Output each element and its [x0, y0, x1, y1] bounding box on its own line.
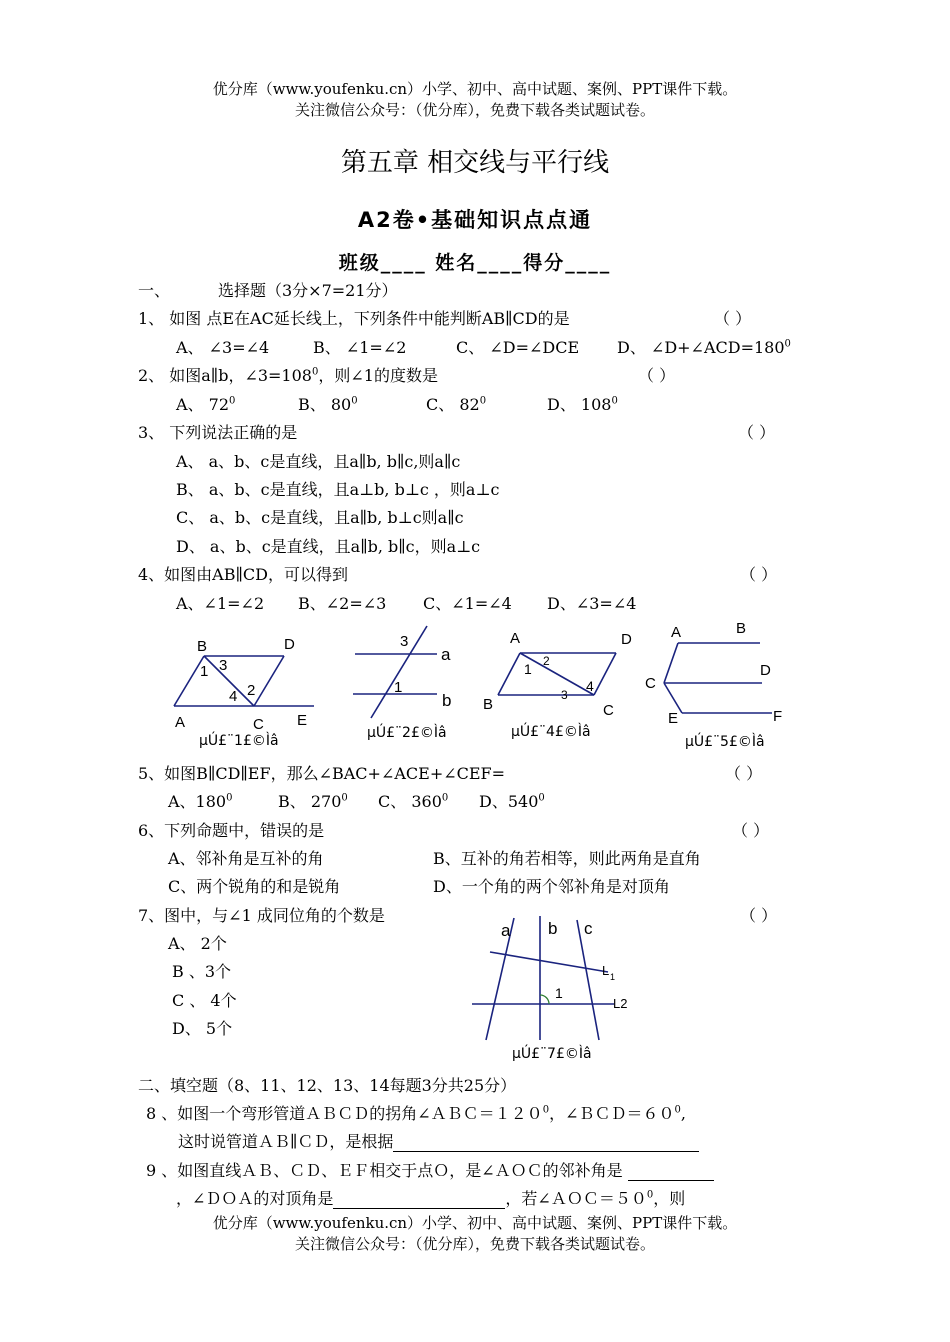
fig5-label-b: B	[736, 620, 747, 637]
q4-option-a: A、∠1=∠2	[176, 594, 265, 613]
fig1-label-4: 4	[229, 688, 238, 705]
chapter-title: 第五章 相交线与平行线	[340, 148, 610, 178]
fig5-label-e: E	[668, 710, 679, 727]
figure-1-caption: µÚ£¨1£©Ìâ	[199, 733, 279, 749]
fig4-label-c: C	[603, 702, 614, 719]
fig4-label-1: 1	[524, 661, 532, 677]
q7-option-b: B 、3个	[172, 962, 232, 981]
fig4-label-3: 3	[561, 688, 568, 702]
footer-line-2: 关注微信公众号：（优分库），免费下载各类试题试卷。	[294, 1235, 655, 1253]
fig7-label-a: a	[501, 921, 511, 940]
figure-4-diagram	[480, 625, 640, 725]
q6-option-c: C、两个锐角的和是锐角	[168, 877, 341, 896]
fig4-label-a: A	[510, 630, 521, 647]
fig7-label-b: b	[548, 919, 558, 938]
q5-option-b: B、 $270^0$	[278, 792, 348, 811]
section-2-title: 二、填空题（8、11、12、13、14每题3分共25分）	[138, 1076, 517, 1095]
q8-line-2: 这时说管道ＡＢ∥ＣＤ，是根据	[178, 1129, 699, 1152]
q9-line-2: ，∠ＤＯＡ的对顶角是 ，若$\angle AOC=50^0$，则	[176, 1189, 686, 1208]
q1-answer-paren: （ ）	[714, 309, 752, 328]
figure-7-caption: µÚ£¨7£©Ìâ	[512, 1046, 592, 1062]
q8-answer-blank[interactable]	[393, 1135, 699, 1152]
q3-option-d: D、 a、b、c是直线，且a∥b, b∥c，则a⊥c	[176, 537, 481, 556]
q5-answer-paren: （ ）	[725, 764, 763, 783]
q9-blank-adjacent-angle[interactable]	[628, 1164, 714, 1181]
q1-option-c: C、 ∠D=∠DCE	[456, 338, 580, 357]
q2-answer-paren: （ ）	[638, 366, 676, 385]
fig1-label-b: B	[197, 638, 208, 655]
q4-option-b: B、∠2=∠3	[298, 594, 387, 613]
fig1-label-2: 2	[247, 682, 256, 699]
q2-option-a: A、 $72^0$	[176, 395, 236, 414]
sub-title: A2卷•基础知识点点通	[357, 208, 593, 232]
q2-stem: 2、 如图a∥b，$\angle 3=108^0$，则∠1的度数是	[138, 366, 438, 385]
q6-option-d: D、一个角的两个邻补角是对顶角	[433, 877, 670, 896]
figure-1-diagram	[168, 630, 328, 730]
q1-option-d: D、 $\angle D+\angle ACD=180^0$	[617, 338, 791, 357]
q1-option-a: A、 ∠3=∠4	[176, 338, 270, 357]
fig7-label-c: c	[584, 919, 593, 938]
q1-option-b: B、 ∠1=∠2	[313, 338, 407, 357]
q6-option-b: B、互补的角若相等，则此两角是直角	[433, 849, 701, 868]
fig4-label-b: B	[483, 696, 494, 713]
figure-2-diagram	[345, 622, 465, 722]
q3-option-c: C、 a、b、c是直线，且a∥b, b⊥c则a∥c	[176, 508, 464, 527]
header-line-2: 关注微信公众号：（优分库），免费下载各类试题试卷。	[294, 101, 655, 119]
fig5-label-d: D	[760, 662, 771, 679]
fig5-label-a: A	[671, 624, 682, 641]
figure-5-caption: µÚ£¨5£©Ìâ	[685, 734, 765, 750]
fig1-label-e: E	[297, 712, 308, 729]
fig2-label-b: b	[442, 691, 452, 710]
q3-stem: 3、 下列说法正确的是	[138, 423, 298, 442]
figure-7-diagram	[462, 912, 642, 1047]
q8-line-1: 8 、如图一个弯形管道ＡＢＣＤ的拐角$\angle ABC=120^0$，$\angle BCD=60^0$,	[146, 1104, 686, 1123]
fig1-label-d: D	[284, 636, 295, 653]
header-line-1: 优分库（www.youfenku.cn）小学、初中、高中试题、案例、PPT课件下载。	[212, 80, 738, 98]
fig5-label-c: C	[645, 675, 656, 692]
fig1-label-a: A	[175, 714, 186, 730]
q6-option-a: A、邻补角是互补的角	[168, 849, 324, 868]
q2-option-b: B、 $80^0$	[298, 395, 358, 414]
q3-option-a: A、 a、b、c是直线，且a∥b, b∥c,则a∥c	[176, 452, 461, 471]
section-1-label: 一、	[138, 281, 171, 300]
fig2-label-1: 1	[394, 679, 403, 696]
footer-line-1: 优分库（www.youfenku.cn）小学、初中、高中试题、案例、PPT课件下载。	[212, 1214, 738, 1232]
q4-option-c: C、∠1=∠4	[423, 594, 512, 613]
q3-answer-paren: （ ）	[738, 423, 776, 442]
q7-answer-paren: （ ）	[740, 906, 778, 925]
fig7-label-l: L	[602, 963, 610, 978]
q2-option-c: C、 $82^0$	[426, 395, 487, 414]
q9-line-1: 9 、如图直线ＡＢ、ＣＤ、ＥＦ相交于点Ｏ，是∠ＡＯＣ的邻补角是	[146, 1158, 714, 1181]
class-name-score-line: 班级____ 姓名____得分____	[338, 252, 612, 274]
fig1-label-3: 3	[219, 657, 228, 674]
q7-option-d: D、 5个	[172, 1019, 233, 1038]
q7-option-c: C 、 4个	[172, 991, 237, 1010]
q5-stem: 5、如图B∥CD∥EF，那么∠BAC+∠ACE+∠CEF=	[138, 764, 506, 783]
section-1-title: 选择题（3分×7=21分）	[218, 281, 398, 300]
figure-2-caption: µÚ£¨2£©Ìâ	[367, 725, 447, 741]
fig7-label-angle-1: 1	[555, 985, 563, 1001]
fig5-label-f: F	[773, 708, 783, 725]
q4-answer-paren: （ ）	[740, 565, 778, 584]
fig1-label-1: 1	[200, 663, 209, 680]
figure-5-diagram	[640, 617, 800, 727]
q5-option-c: C、 $360^0$	[378, 792, 449, 811]
fig2-label-a: a	[441, 645, 451, 664]
q4-option-d: D、∠3=∠4	[547, 594, 637, 613]
q1-stem: 1、 如图 点E在AC延长线上，下列条件中能判断AB∥CD的是	[138, 309, 570, 328]
fig4-label-d: D	[621, 631, 632, 648]
q3-option-b: B、 a、b、c是直线，且a⊥b, b⊥c ，则a⊥c	[176, 480, 500, 499]
fig7-label-l1-sub: 1	[610, 972, 616, 982]
q6-stem: 6、下列命题中，错误的是	[138, 821, 325, 840]
fig4-label-2: 2	[543, 654, 550, 668]
q4-stem: 4、如图由AB∥CD，可以得到	[138, 565, 348, 584]
q5-option-a: A、$180^0$	[168, 792, 233, 811]
q6-answer-paren: （ ）	[732, 821, 770, 840]
fig1-label-c: C	[253, 716, 264, 730]
figure-4-caption: µÚ£¨4£©Ìâ	[511, 724, 591, 740]
q2-option-d: D、 $108^0$	[547, 395, 618, 414]
fig4-label-4: 4	[586, 678, 594, 694]
q7-stem: 7、图中，与∠1 成同位角的个数是	[138, 906, 385, 925]
q9-blank-vertical-angle[interactable]	[333, 1192, 505, 1209]
q5-option-d: D、$540^0$	[479, 792, 545, 811]
q7-option-a: A、 2个	[168, 934, 227, 953]
fig7-label-l2: L2	[613, 996, 628, 1011]
fig2-label-3: 3	[400, 633, 409, 650]
